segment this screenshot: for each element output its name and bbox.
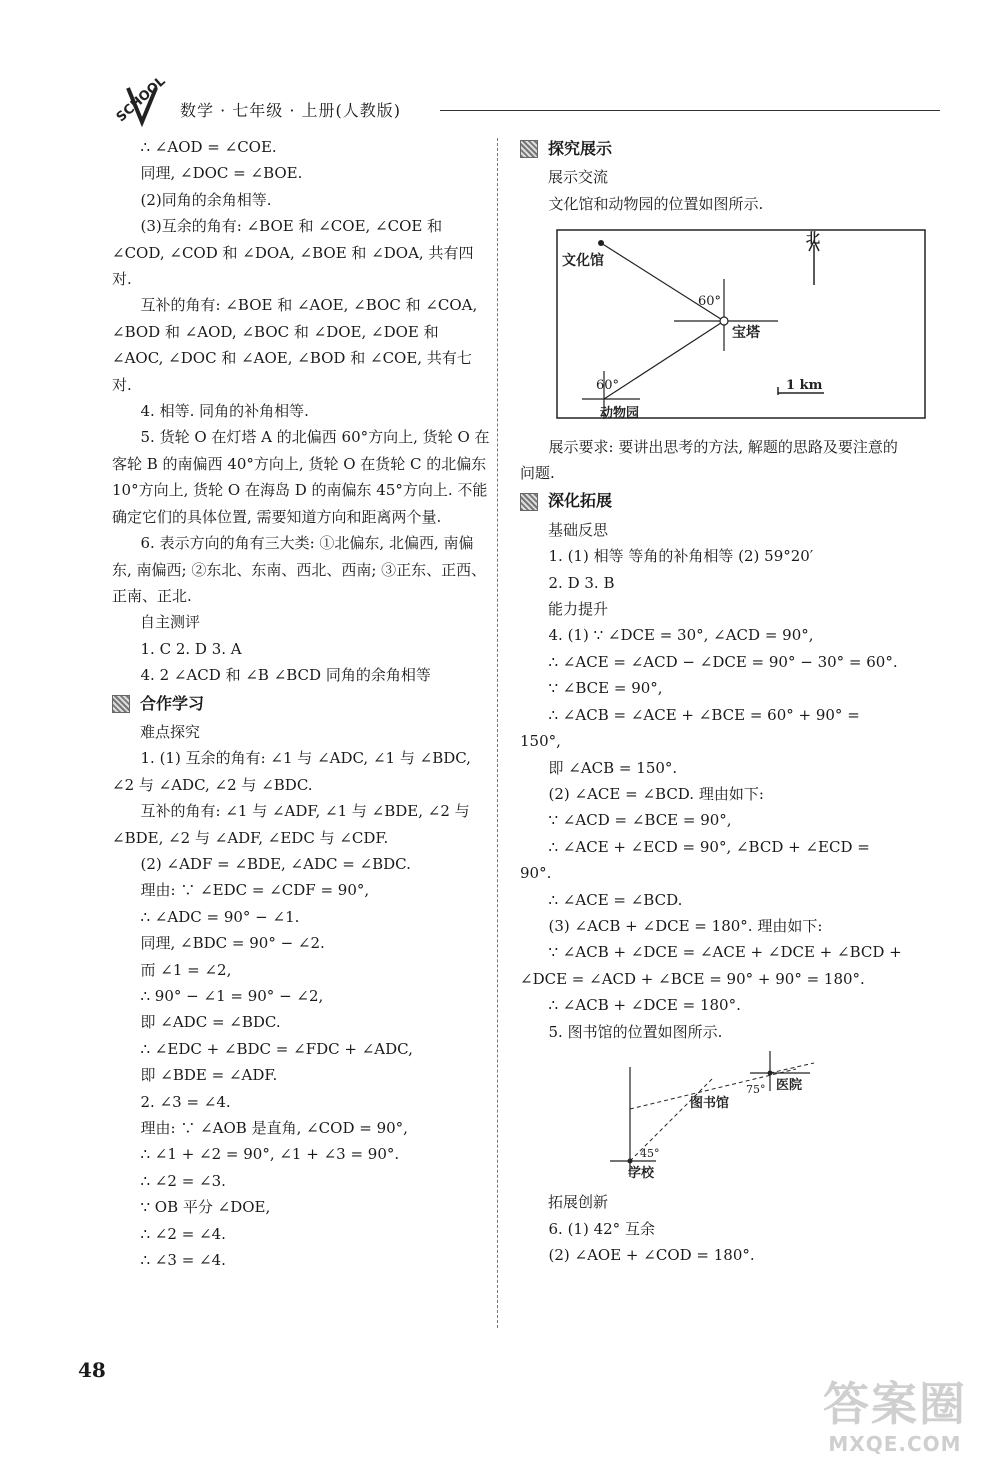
section-heading — [520, 488, 902, 514]
logo-text: SCHOOL — [113, 73, 169, 126]
school-label: 学校 — [628, 1165, 655, 1179]
text-line: ∴ ∠ACE = ∠ACD − ∠DCE = 90° − 30° = 60°. — [548, 652, 898, 671]
section-title: 探究展示 — [548, 139, 613, 158]
museum-point — [598, 240, 604, 246]
text-line: 同理, ∠DOC = ∠BOE. — [140, 164, 303, 183]
text-line: ∴ 90° − ∠1 = 90° − ∠2, — [140, 987, 324, 1005]
section-marker-icon — [520, 140, 538, 158]
text-line: 1. (1) 互余的角有: ∠1 与 ∠ADC, ∠1 与 ∠BDC, ∠2 与 ∠ADC, ∠2 与 ∠BDC. — [112, 749, 471, 794]
hospital-point — [768, 1070, 773, 1075]
text-line: (2) ∠ACE = ∠BCD. 理由如下: — [548, 784, 764, 803]
text-line: ∴ ∠ACB + ∠DCE = 180°. — [548, 996, 741, 1015]
section-heading — [112, 691, 490, 717]
hospital-extension-line — [770, 1063, 814, 1073]
text-line: 即 ∠ADC = ∠BDC. — [140, 1013, 281, 1032]
text-line: 4. 2 ∠ACD 和 ∠B ∠BCD 同角的余角相等 — [140, 666, 431, 685]
subsection-title: 能力提升 — [548, 600, 609, 619]
section-marker-icon — [112, 695, 130, 713]
subsection-title: 基础反思 — [548, 520, 609, 539]
text-line: 展示要求: 要讲出思考的方法, 解题的思路及要注意的问题. — [520, 437, 898, 483]
page-number: 48 — [78, 1358, 106, 1382]
section-title: 合作学习 — [140, 693, 205, 713]
angle-label-school: 45° — [640, 1146, 660, 1160]
text-line: 6. (1) 42° 互余 — [548, 1219, 655, 1238]
section-marker-icon — [520, 493, 538, 511]
text-line: 1. C 2. D 3. A — [140, 639, 242, 658]
map-figure-library — [600, 1049, 820, 1179]
text-line: 文化馆和动物园的位置如图所示. — [548, 194, 764, 213]
text-line: ∴ ∠AOD = ∠COE. — [140, 138, 277, 156]
map-figure-museum-zoo — [556, 229, 926, 419]
text-line: ∴ ∠ACE = ∠BCD. — [548, 890, 683, 909]
subsection-title: 拓展创新 — [548, 1193, 609, 1212]
section-title: 深化拓展 — [548, 491, 613, 511]
right-column — [520, 134, 902, 1269]
text-line: 理由: ∵ ∠AOB 是直角, ∠COD = 90°, — [140, 1119, 408, 1138]
angle-label-hospital: 75° — [746, 1082, 766, 1096]
text-line: ∵ ∠ACD = ∠BCE = 90°, — [548, 811, 732, 830]
museum-label: 文化馆 — [562, 253, 604, 270]
text-line: ∴ ∠ADC = 90° − ∠1. — [140, 907, 300, 926]
text-line: 2. ∠3 = ∠4. — [140, 1092, 231, 1111]
text-line: ∴ ∠ACB = ∠ACE + ∠BCE = 60° + 90° = 150°, — [520, 705, 860, 751]
zoo-label: 动物园 — [600, 406, 640, 420]
text-line: ∴ ∠2 = ∠3. — [140, 1171, 226, 1190]
text-line: (2) ∠AOE + ∠COD = 180°. — [548, 1246, 755, 1265]
angle-label-zoo: 60° — [596, 378, 620, 394]
text-line: 互补的角有: ∠BOE 和 ∠AOE, ∠BOC 和 ∠COA, ∠BOD 和 ∠AOD, ∠BOC 和 ∠DOE, ∠DOE 和 ∠AOC, ∠DOC 和 ∠AOE, ∠BOD 和 ∠COE, 共有七对. — [112, 296, 478, 394]
text-line: 4. 相等. 同角的补角相等. — [140, 402, 309, 421]
text-line: ∴ ∠3 = ∠4. — [140, 1251, 226, 1270]
pagoda-label: 宝塔 — [732, 325, 760, 342]
watermark-url: MXQE.COM — [828, 1432, 962, 1456]
angle-label-pagoda: 60° — [698, 294, 722, 310]
school-point — [628, 1158, 633, 1163]
text-line: ∵ OB 平分 ∠DOE, — [140, 1198, 271, 1217]
text-line: 而 ∠1 = ∠2, — [140, 960, 232, 979]
library-label: 图书馆 — [690, 1095, 730, 1111]
column-divider — [497, 138, 498, 1328]
text-line: ∴ ∠EDC + ∠BDC = ∠FDC + ∠ADC, — [140, 1039, 413, 1058]
watermark-text: 答案圈 — [823, 1377, 967, 1431]
text-line: 互补的角有: ∠1 与 ∠ADF, ∠1 与 ∠BDE, ∠2 与 ∠BDE, ∠2 与 ∠ADF, ∠EDC 与 ∠CDF. — [112, 802, 470, 847]
subsection-title: 难点探究 — [140, 722, 201, 741]
text-line: 5. 货轮 O 在灯塔 A 的北偏西 60°方向上, 货轮 O 在客轮 B 的南偏西 40°方向上, 货轮 O 在货轮 C 的北偏东 10°方向上, 货轮 O 在海岛 D 的南偏东 45°方向上. 不能确定它们的具体位置, 需要知道方向和距离两个量. — [112, 428, 490, 526]
north-label: 北 — [806, 231, 820, 248]
header-rule — [440, 110, 940, 111]
watermark — [815, 1376, 975, 1456]
text-line: ∵ ∠BCE = 90°, — [548, 679, 663, 698]
text-line: ∴ ∠2 = ∠4. — [140, 1224, 226, 1243]
text-line: 理由: ∵ ∠EDC = ∠CDF = 90°, — [140, 881, 370, 900]
text-line: ∵ ∠ACB + ∠DCE = ∠ACE + ∠DCE + ∠BCD + ∠DCE = ∠ACD + ∠BCE = 90° + 90° = 180°. — [520, 943, 902, 988]
text-line: (2)同角的余角相等. — [140, 190, 272, 209]
hospital-label: 医院 — [776, 1077, 803, 1093]
subsection-title: 展示交流 — [548, 168, 609, 187]
text-line: ∴ ∠ACE + ∠ECD = 90°, ∠BCD + ∠ECD = 90°. — [520, 837, 870, 883]
section-heading — [520, 136, 902, 162]
scale-label: 1 km — [786, 378, 823, 394]
text-line: ∴ ∠1 + ∠2 = 90°, ∠1 + ∠3 = 90°. — [140, 1145, 400, 1164]
text-line: 2. D 3. B — [548, 573, 615, 592]
text-line: 同理, ∠BDC = 90° − ∠2. — [140, 934, 325, 953]
text-line: 5. 图书馆的位置如图所示. — [548, 1022, 723, 1041]
text-line: 6. 表示方向的角有三大类: ①北偏东, 北偏西, 南偏东, 南偏西; ②东北、东南、西北、西南; ③正东、正西、正南、正北. — [112, 534, 487, 605]
text-line: 即 ∠ACB = 150°. — [548, 758, 678, 777]
subsection-title: 自主测评 — [140, 613, 201, 632]
left-column — [112, 134, 490, 1273]
text-line: 即 ∠BDE = ∠ADF. — [140, 1066, 278, 1085]
text-line: (3) ∠ACB + ∠DCE = 180°. 理由如下: — [548, 916, 823, 935]
school-logo — [108, 70, 178, 140]
text-line: (2) ∠ADF = ∠BDE, ∠ADC = ∠BDC. — [140, 854, 411, 873]
book-title: 数学 · 七年级 · 上册(人教版) — [180, 101, 402, 120]
pagoda-point — [720, 317, 728, 325]
text-line: 1. (1) 相等 等角的补角相等 (2) 59°20′ — [548, 547, 814, 566]
text-line: (3)互余的角有: ∠BOE 和 ∠COE, ∠COE 和 ∠COD, ∠COD 和 ∠DOA, ∠BOE 和 ∠DOA, 共有四对. — [112, 217, 474, 289]
text-line: 4. (1) ∵ ∠DCE = 30°, ∠ACD = 90°, — [548, 626, 814, 645]
